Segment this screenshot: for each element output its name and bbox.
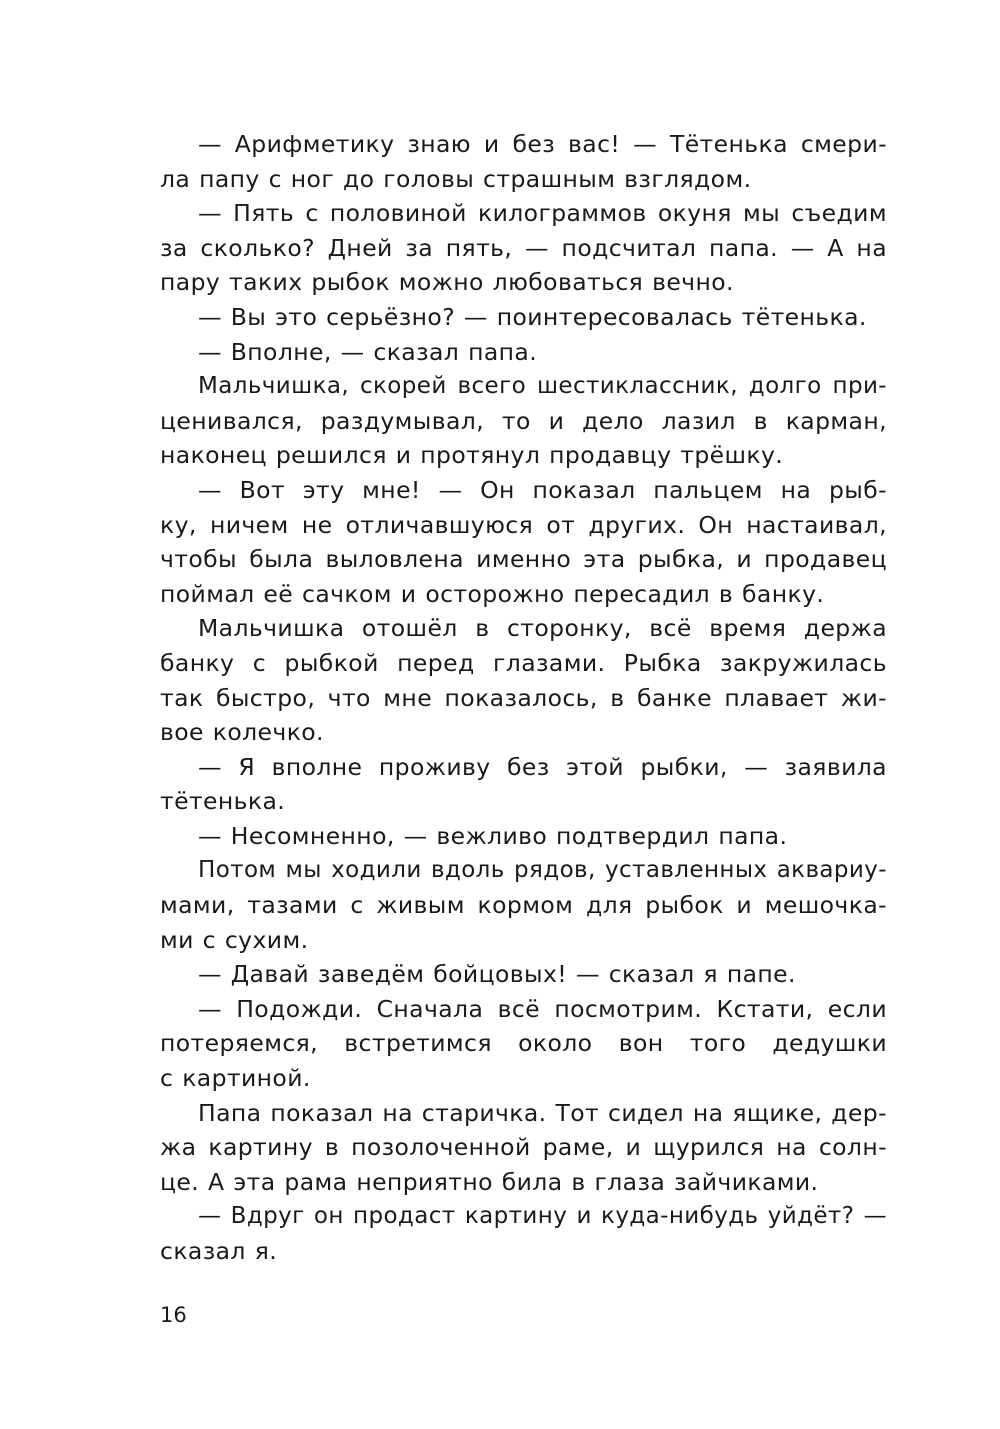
text-line: поймал её сачком и осторожно пересадил в банку.: [160, 579, 825, 608]
text-line: — Вот эту мне! — Он показал пальцем на рыб-: [198, 475, 887, 504]
text-line: — Вполне, — сказал папа.: [198, 337, 538, 366]
text-line: це. А эта рама неприятно била в глаза зайчиками.: [160, 1167, 819, 1196]
text-line: потеряемся, встретимся около вон того дедушки: [160, 1029, 887, 1058]
text-line: — Арифметику знаю и без вас! — Тётенька смери-: [198, 130, 887, 158]
text-line: с картиной.: [160, 1064, 311, 1093]
body-text: [160, 127, 887, 1269]
text-line: — Вдруг он продаст картину и куда-нибудь уйдёт? —: [198, 1203, 887, 1230]
text-line: ми с сухим.: [160, 925, 309, 954]
text-line: Мальчишка отошёл в сторонку, всё время держа: [198, 614, 887, 643]
text-line: чтобы была выловлена именно эта рыбка, и продавец: [160, 545, 887, 574]
text-line: пару таких рыбок можно любоваться вечно.: [160, 268, 734, 297]
text-line: — Пять с половиной килограммов окуня мы съедим: [198, 199, 887, 228]
text-line: — Подожди. Сначала всё посмотрим. Кстати, если: [198, 994, 887, 1023]
text-line: — Вы это серьёзно? — поинтересовалась тётенька.: [198, 302, 867, 331]
text-line: сказал я.: [160, 1237, 278, 1265]
text-line: мами, тазами с живым кормом для рыбок и мешочка-: [160, 891, 887, 920]
text-line: — Несомненно, — вежливо подтвердил папа.: [198, 821, 788, 850]
text-line: так быстро, что мне показалось, в банке плавает жи-: [160, 683, 887, 712]
text-line: ценивался, раздумывал, то и дело лазил в карман,: [160, 406, 887, 435]
text-line: банку с рыбкой перед глазами. Рыбка закружилась: [160, 648, 887, 677]
text-line: — Я вполне проживу без этой рыбки, — заявила: [198, 752, 887, 781]
page-number: 16: [160, 1303, 187, 1327]
text-line: за сколько? Дней за пять, — подсчитал папа. — А на: [160, 233, 887, 262]
text-line: жа картину в позолоченной раме, и щурился на солн-: [160, 1133, 887, 1162]
text-line: тётенька.: [160, 787, 286, 816]
text-line: ку, ничем не отличавшуюся от других. Он настаивал,: [160, 510, 887, 539]
text-line: Мальчишка, скорей всего шестиклассник, долго при-: [198, 373, 887, 400]
text-line: Потом мы ходили вдоль рядов, уставленных аквариу-: [198, 857, 887, 884]
text-line: Папа показал на старичка. Тот сидел на ящике, дер-: [198, 1098, 887, 1127]
text-line: ла папу с ног до головы страшным взглядом.: [160, 164, 752, 193]
text-line: — Давай заведём бойцовых! — сказал я папе.: [198, 960, 796, 989]
text-line: наконец решился и протянул продавцу трёшку.: [160, 441, 784, 470]
text-line: вое колечко.: [160, 718, 324, 747]
